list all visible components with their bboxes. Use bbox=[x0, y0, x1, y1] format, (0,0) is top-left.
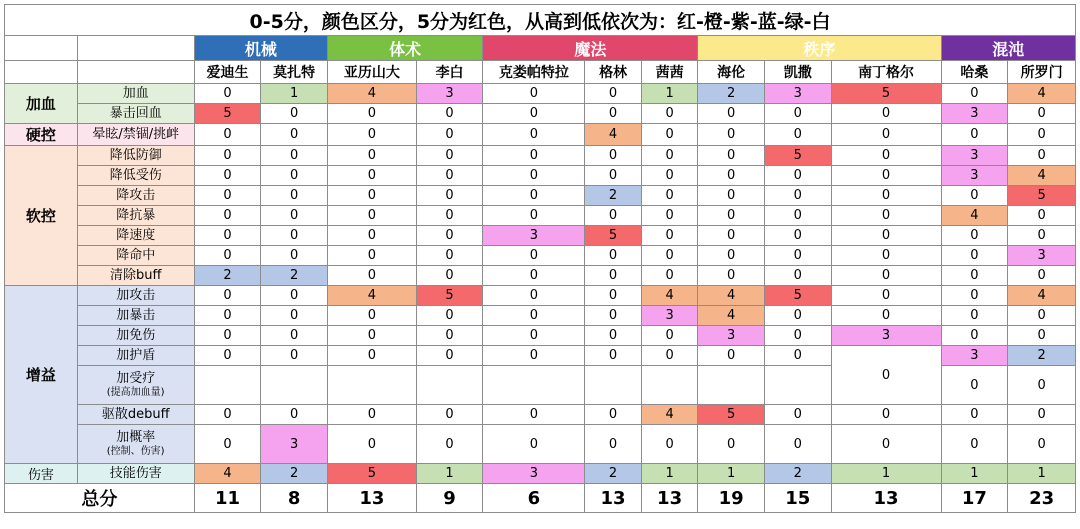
score-cell: 2 bbox=[698, 84, 765, 104]
score-cell: 0 bbox=[764, 104, 831, 124]
score-cell: 0 bbox=[641, 246, 698, 266]
score-cell: 2 bbox=[194, 266, 261, 286]
score-cell: 0 bbox=[416, 226, 483, 246]
score-cell: 0 bbox=[585, 266, 642, 286]
score-cell: 0 bbox=[416, 104, 483, 124]
score-cell: 0 bbox=[327, 146, 416, 166]
subcategory-text: 加攻击 bbox=[116, 287, 156, 303]
subcategory-text: 降攻击 bbox=[116, 187, 156, 203]
category-hard-cc: 硬控 bbox=[5, 124, 78, 146]
hero-name: 海伦 bbox=[698, 61, 765, 84]
score-cell: 0 bbox=[764, 425, 831, 464]
score-cell: 3 bbox=[941, 104, 1008, 124]
score-cell: 4 bbox=[698, 286, 765, 306]
subcategory-label bbox=[77, 366, 194, 405]
total-cell: 9 bbox=[416, 484, 483, 513]
score-cell: 0 bbox=[194, 84, 261, 104]
total-cell: 13 bbox=[641, 484, 698, 513]
score-cell: 0 bbox=[641, 104, 698, 124]
score-cell: 3 bbox=[483, 226, 585, 246]
score-cell: 0 bbox=[764, 326, 831, 346]
score-cell: 0 bbox=[327, 186, 416, 206]
subcategory-label bbox=[77, 326, 194, 346]
score-cell bbox=[585, 366, 642, 405]
score-cell: 3 bbox=[764, 84, 831, 104]
score-cell: 0 bbox=[585, 166, 642, 186]
score-cell: 0 bbox=[261, 124, 328, 146]
subcategory-text: 降速度 bbox=[116, 227, 156, 243]
score-cell: 0 bbox=[483, 306, 585, 326]
total-cell: 17 bbox=[941, 484, 1008, 513]
score-cell: 2 bbox=[1008, 346, 1076, 366]
score-cell: 0 bbox=[698, 266, 765, 286]
subcategory-text: 降命中 bbox=[116, 247, 156, 263]
score-cell: 0 bbox=[327, 206, 416, 226]
score-cell: 0 bbox=[327, 226, 416, 246]
score-cell: 0 bbox=[1008, 206, 1076, 226]
subcategory-label bbox=[77, 206, 194, 226]
total-cell: 23 bbox=[1008, 484, 1076, 513]
score-cell: 0 bbox=[831, 104, 941, 124]
score-cell: 4 bbox=[941, 206, 1008, 226]
score-cell: 0 bbox=[585, 286, 642, 306]
score-cell: 0 bbox=[941, 266, 1008, 286]
score-cell: 0 bbox=[641, 166, 698, 186]
score-cell bbox=[698, 366, 765, 405]
score-cell: 0 bbox=[194, 405, 261, 425]
subcategory-label bbox=[77, 226, 194, 246]
score-cell: 0 bbox=[698, 186, 765, 206]
score-cell bbox=[261, 366, 328, 405]
score-cell: 1 bbox=[831, 464, 941, 484]
faction-header: 秩序 bbox=[698, 36, 941, 61]
score-cell: 0 bbox=[641, 266, 698, 286]
score-cell: 0 bbox=[941, 124, 1008, 146]
score-cell: 0 bbox=[941, 306, 1008, 326]
score-cell: 0 bbox=[1008, 226, 1076, 246]
score-cell: 0 bbox=[764, 124, 831, 146]
score-cell: 0 bbox=[764, 266, 831, 286]
score-cell: 2 bbox=[261, 464, 328, 484]
subcategory-label bbox=[77, 464, 194, 484]
score-cell: 0 bbox=[327, 306, 416, 326]
score-cell: 0 bbox=[641, 326, 698, 346]
score-cell: 0 bbox=[483, 84, 585, 104]
score-cell: 0 bbox=[1008, 425, 1076, 464]
score-cell: 1 bbox=[1008, 464, 1076, 484]
score-cell: 0 bbox=[483, 425, 585, 464]
faction-header: 体术 bbox=[327, 36, 482, 61]
subcategory-label bbox=[77, 346, 194, 366]
score-cell: 4 bbox=[1008, 166, 1076, 186]
subcategory-text: 加血 bbox=[122, 85, 149, 101]
score-cell: 5 bbox=[194, 104, 261, 124]
score-cell: 0 bbox=[261, 246, 328, 266]
score-cell: 5 bbox=[764, 286, 831, 306]
score-cell: 0 bbox=[261, 405, 328, 425]
subcategory-label bbox=[77, 104, 194, 124]
subcategory-label bbox=[77, 246, 194, 266]
score-cell: 0 bbox=[483, 104, 585, 124]
score-cell: 4 bbox=[327, 84, 416, 104]
score-cell: 0 bbox=[416, 186, 483, 206]
score-cell: 0 bbox=[941, 84, 1008, 104]
score-cell: 1 bbox=[641, 464, 698, 484]
subcategory-text: 降低受伤 bbox=[109, 167, 162, 183]
score-cell: 5 bbox=[764, 146, 831, 166]
score-cell: 0 bbox=[483, 186, 585, 206]
score-cell: 0 bbox=[261, 286, 328, 306]
score-cell: 0 bbox=[831, 146, 941, 166]
score-cell: 0 bbox=[483, 124, 585, 146]
score-cell: 0 bbox=[585, 246, 642, 266]
score-cell: 0 bbox=[327, 166, 416, 186]
score-cell: 0 bbox=[327, 104, 416, 124]
faction-header: 混沌 bbox=[941, 36, 1075, 61]
subcategory-text: 降抗暴 bbox=[116, 207, 156, 223]
score-cell: 0 bbox=[585, 326, 642, 346]
subcategory-text: 暴击回血 bbox=[109, 105, 162, 121]
score-cell: 0 bbox=[698, 425, 765, 464]
score-cell: 0 bbox=[327, 326, 416, 346]
hero-name: 莫扎特 bbox=[261, 61, 328, 84]
score-cell: 0 bbox=[327, 425, 416, 464]
score-cell: 0 bbox=[194, 124, 261, 146]
score-cell: 0 bbox=[416, 166, 483, 186]
score-cell: 5 bbox=[416, 286, 483, 306]
subcategory-label bbox=[77, 166, 194, 186]
score-cell: 5 bbox=[327, 464, 416, 484]
hero-name: 哈桑 bbox=[941, 61, 1008, 84]
subcategory-text: 清除buff bbox=[109, 267, 162, 283]
total-cell: 19 bbox=[698, 484, 765, 513]
score-cell: 0 bbox=[698, 206, 765, 226]
score-cell bbox=[416, 366, 483, 405]
subcategory-label bbox=[77, 405, 194, 425]
score-cell: 0 bbox=[831, 226, 941, 246]
score-cell: 0 bbox=[416, 425, 483, 464]
score-cell: 4 bbox=[1008, 286, 1076, 306]
score-cell: 2 bbox=[585, 186, 642, 206]
score-cell: 0 bbox=[1008, 405, 1076, 425]
score-cell: 1 bbox=[261, 84, 328, 104]
table-title: 0-5分，颜色区分，5分为红色，从高到低依次为：红-橙-紫-蓝-绿-白 bbox=[5, 5, 1076, 36]
score-cell: 0 bbox=[483, 166, 585, 186]
score-cell: 0 bbox=[261, 206, 328, 226]
score-cell: 0 bbox=[941, 425, 1008, 464]
score-cell: 0 bbox=[585, 425, 642, 464]
score-cell: 5 bbox=[585, 226, 642, 246]
score-cell: 0 bbox=[698, 346, 765, 366]
score-cell: 0 bbox=[327, 346, 416, 366]
score-cell: 0 bbox=[416, 405, 483, 425]
score-cell: 3 bbox=[641, 306, 698, 326]
score-cell: 0 bbox=[194, 286, 261, 306]
subcategory-text: 加暴击 bbox=[116, 307, 156, 323]
score-cell: 0 bbox=[1008, 306, 1076, 326]
score-cell: 0 bbox=[641, 226, 698, 246]
score-cell: 0 bbox=[585, 405, 642, 425]
score-cell: 0 bbox=[1008, 326, 1076, 346]
score-cell: 0 bbox=[194, 246, 261, 266]
score-cell: 0 bbox=[194, 166, 261, 186]
score-cell: 0 bbox=[941, 366, 1008, 405]
score-cell: 0 bbox=[585, 84, 642, 104]
score-cell: 0 bbox=[194, 226, 261, 246]
score-cell: 0 bbox=[641, 346, 698, 366]
score-cell: 0 bbox=[585, 206, 642, 226]
score-cell: 0 bbox=[831, 405, 941, 425]
score-cell: 0 bbox=[764, 405, 831, 425]
score-cell: 0 bbox=[698, 166, 765, 186]
subcategory-label bbox=[77, 146, 194, 166]
score-cell: 3 bbox=[941, 166, 1008, 186]
score-cell: 0 bbox=[327, 246, 416, 266]
score-cell: 0 bbox=[941, 286, 1008, 306]
total-cell: 11 bbox=[194, 484, 261, 513]
score-cell: 0 bbox=[261, 326, 328, 346]
score-cell: 4 bbox=[194, 464, 261, 484]
score-cell: 0 bbox=[261, 346, 328, 366]
score-cell: 4 bbox=[1008, 84, 1076, 104]
subcategory-label bbox=[77, 306, 194, 326]
hero-name: 格林 bbox=[585, 61, 642, 84]
score-cell: 4 bbox=[585, 124, 642, 146]
score-cell: 0 bbox=[831, 206, 941, 226]
score-cell: 0 bbox=[416, 306, 483, 326]
subcategory-label bbox=[77, 124, 194, 146]
score-cell: 0 bbox=[483, 146, 585, 166]
score-cell: 0 bbox=[641, 186, 698, 206]
score-cell: 0 bbox=[1008, 266, 1076, 286]
score-cell: 0 bbox=[641, 206, 698, 226]
score-cell: 0 bbox=[194, 346, 261, 366]
subcategory-label bbox=[77, 425, 194, 464]
score-cell: 0 bbox=[416, 326, 483, 346]
score-cell: 0 bbox=[585, 146, 642, 166]
score-cell: 0 bbox=[764, 166, 831, 186]
subcategory-label bbox=[77, 286, 194, 306]
score-cell: 0 bbox=[831, 286, 941, 306]
score-cell: 0 bbox=[764, 346, 831, 366]
category-damage: 伤害 bbox=[5, 464, 78, 484]
subcategory-text: 晕眩/禁锢/挑衅 bbox=[92, 126, 180, 142]
score-cell: 0 bbox=[261, 306, 328, 326]
subcategory-label bbox=[77, 186, 194, 206]
score-cell: 1 bbox=[641, 84, 698, 104]
score-cell: 5 bbox=[831, 84, 941, 104]
score-cell: 0 bbox=[194, 425, 261, 464]
score-cell: 0 bbox=[831, 186, 941, 206]
score-cell: 0 bbox=[194, 186, 261, 206]
subcategory-label bbox=[77, 266, 194, 286]
subcategory-text: 加免伤 bbox=[116, 327, 156, 343]
score-cell: 0 bbox=[483, 266, 585, 286]
corner-cell bbox=[5, 36, 78, 61]
score-cell: 0 bbox=[327, 405, 416, 425]
hero-name: 亚历山大 bbox=[327, 61, 416, 84]
subcategory-text: 技能伤害 bbox=[109, 465, 162, 481]
score-cell: 0 bbox=[698, 146, 765, 166]
score-cell: 0 bbox=[585, 306, 642, 326]
score-cell: 0 bbox=[261, 146, 328, 166]
score-cell: 3 bbox=[1008, 246, 1076, 266]
score-cell: 0 bbox=[764, 206, 831, 226]
score-cell: 4 bbox=[641, 405, 698, 425]
category-soft-cc: 软控 bbox=[5, 146, 78, 286]
score-cell: 0 bbox=[194, 326, 261, 346]
score-cell: 0 bbox=[416, 124, 483, 146]
hero-name: 李白 bbox=[416, 61, 483, 84]
subcategory-label bbox=[77, 84, 194, 104]
score-cell: 0 bbox=[941, 226, 1008, 246]
subcategory-text: 降低防御 bbox=[109, 147, 162, 163]
score-cell: 1 bbox=[941, 464, 1008, 484]
score-cell: 0 bbox=[831, 166, 941, 186]
score-cell: 3 bbox=[941, 346, 1008, 366]
subcategory-note: (控制、伤害) bbox=[106, 446, 165, 457]
score-cell: 0 bbox=[764, 246, 831, 266]
score-cell: 0 bbox=[261, 166, 328, 186]
score-cell: 0 bbox=[483, 326, 585, 346]
score-cell: 0 bbox=[1008, 366, 1076, 405]
total-cell: 8 bbox=[261, 484, 328, 513]
score-cell: 0 bbox=[698, 124, 765, 146]
score-cell: 0 bbox=[1008, 146, 1076, 166]
score-cell: 0 bbox=[831, 346, 941, 405]
score-cell: 0 bbox=[327, 266, 416, 286]
score-table bbox=[4, 4, 1076, 513]
score-cell: 0 bbox=[483, 405, 585, 425]
score-cell: 0 bbox=[261, 104, 328, 124]
score-cell: 0 bbox=[416, 266, 483, 286]
hero-name: 南丁格尔 bbox=[831, 61, 941, 84]
score-cell: 0 bbox=[831, 425, 941, 464]
total-cell: 13 bbox=[831, 484, 941, 513]
score-cell: 0 bbox=[641, 425, 698, 464]
score-cell: 0 bbox=[483, 246, 585, 266]
score-cell: 0 bbox=[764, 226, 831, 246]
score-cell: 5 bbox=[698, 405, 765, 425]
score-cell: 0 bbox=[483, 286, 585, 306]
category-heal: 加血 bbox=[5, 84, 78, 124]
score-cell: 0 bbox=[941, 186, 1008, 206]
faction-header: 魔法 bbox=[483, 36, 698, 61]
hero-name: 凯撒 bbox=[764, 61, 831, 84]
score-cell: 0 bbox=[941, 326, 1008, 346]
score-cell: 0 bbox=[831, 306, 941, 326]
score-cell: 0 bbox=[764, 186, 831, 206]
score-cell: 0 bbox=[585, 104, 642, 124]
score-cell: 0 bbox=[941, 246, 1008, 266]
corner-cell bbox=[5, 61, 78, 84]
score-cell: 0 bbox=[416, 346, 483, 366]
total-cell: 13 bbox=[585, 484, 642, 513]
category-buff: 增益 bbox=[5, 286, 78, 464]
score-cell: 0 bbox=[698, 104, 765, 124]
hero-name: 爱迪生 bbox=[194, 61, 261, 84]
score-cell: 0 bbox=[261, 186, 328, 206]
score-cell: 0 bbox=[641, 146, 698, 166]
corner-cell bbox=[77, 36, 194, 61]
score-cell: 0 bbox=[1008, 104, 1076, 124]
score-cell: 0 bbox=[194, 206, 261, 226]
score-cell bbox=[483, 366, 585, 405]
corner-cell bbox=[77, 61, 194, 84]
score-cell: 0 bbox=[1008, 124, 1076, 146]
score-cell: 0 bbox=[416, 246, 483, 266]
score-cell: 0 bbox=[698, 226, 765, 246]
score-cell: 0 bbox=[831, 124, 941, 146]
score-cell bbox=[327, 366, 416, 405]
score-cell: 3 bbox=[941, 146, 1008, 166]
subcategory-text: 加护盾 bbox=[116, 347, 156, 363]
score-cell: 0 bbox=[831, 246, 941, 266]
score-cell: 0 bbox=[327, 124, 416, 146]
score-cell: 3 bbox=[416, 84, 483, 104]
score-cell: 0 bbox=[483, 206, 585, 226]
score-cell bbox=[641, 366, 698, 405]
hero-name: 克娄帕特拉 bbox=[483, 61, 585, 84]
score-cell: 0 bbox=[831, 266, 941, 286]
total-label: 总分 bbox=[5, 484, 195, 513]
score-cell: 0 bbox=[194, 146, 261, 166]
score-cell: 3 bbox=[831, 326, 941, 346]
score-cell: 0 bbox=[585, 346, 642, 366]
score-cell: 4 bbox=[641, 286, 698, 306]
score-cell: 0 bbox=[194, 306, 261, 326]
score-cell bbox=[764, 366, 831, 405]
score-cell: 4 bbox=[698, 306, 765, 326]
score-cell: 5 bbox=[1008, 186, 1076, 206]
score-cell: 3 bbox=[483, 464, 585, 484]
subcategory-text: 驱散debuff bbox=[101, 406, 170, 422]
score-cell: 0 bbox=[416, 206, 483, 226]
score-cell: 3 bbox=[698, 326, 765, 346]
score-cell: 0 bbox=[641, 124, 698, 146]
score-cell: 1 bbox=[416, 464, 483, 484]
hero-name: 茜茜 bbox=[641, 61, 698, 84]
subcategory-text: 加概率 bbox=[116, 430, 156, 445]
total-cell: 6 bbox=[483, 484, 585, 513]
subcategory-text: 加受疗 bbox=[116, 371, 156, 386]
score-cell: 1 bbox=[698, 464, 765, 484]
total-cell: 15 bbox=[764, 484, 831, 513]
subcategory-note: (提高加血量) bbox=[106, 387, 165, 398]
score-cell: 0 bbox=[941, 405, 1008, 425]
score-cell bbox=[194, 366, 261, 405]
score-cell: 0 bbox=[483, 346, 585, 366]
total-cell: 13 bbox=[327, 484, 416, 513]
score-cell: 3 bbox=[261, 425, 328, 464]
score-cell: 2 bbox=[261, 266, 328, 286]
score-cell: 0 bbox=[261, 226, 328, 246]
score-cell: 4 bbox=[327, 286, 416, 306]
score-cell: 2 bbox=[585, 464, 642, 484]
score-cell: 2 bbox=[764, 464, 831, 484]
score-cell: 0 bbox=[698, 246, 765, 266]
hero-name: 所罗门 bbox=[1008, 61, 1076, 84]
score-cell: 0 bbox=[416, 146, 483, 166]
score-cell: 0 bbox=[764, 306, 831, 326]
faction-header: 机械 bbox=[194, 36, 327, 61]
